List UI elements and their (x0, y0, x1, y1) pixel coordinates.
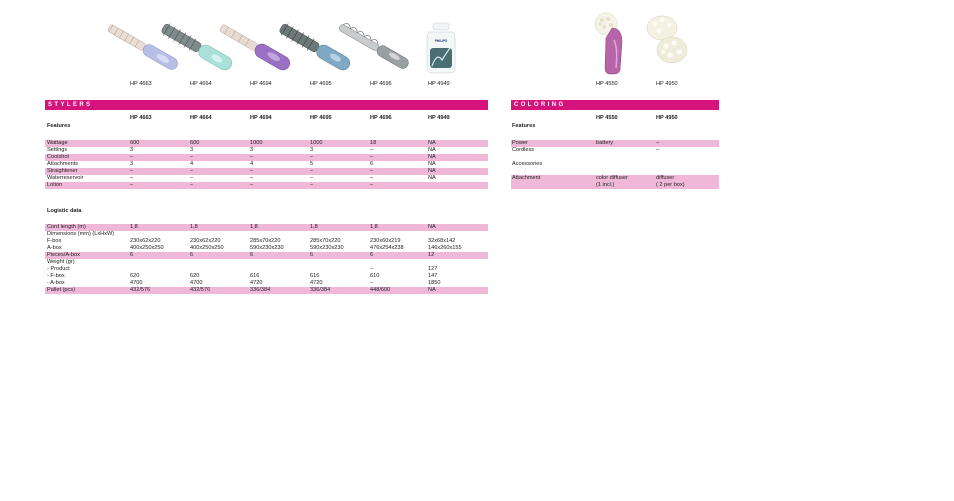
table-cell: 12 (428, 252, 435, 258)
table-cell: 1,8 (130, 224, 138, 230)
table-cell: 336/384 (250, 287, 271, 293)
product-label: HP 4664 (190, 81, 212, 87)
column-header: HP 4950 (656, 115, 678, 121)
table-cell: 1850 (428, 280, 441, 286)
table-cell: NA (428, 147, 436, 153)
table-cell: 6 (190, 252, 194, 258)
row-label: Coolshot (47, 154, 70, 160)
table-cell: – (370, 182, 374, 188)
table-cell: – (310, 168, 314, 174)
table-cell: 146x260x155 (428, 245, 462, 251)
column-header: HP 4694 (250, 115, 272, 121)
table-cell: – (370, 168, 374, 174)
table-cell: 336/384 (310, 287, 331, 293)
table-cell: NA (428, 175, 436, 181)
column-header: HP 4949 (428, 115, 450, 121)
row-label: Settings (47, 147, 68, 153)
table-cell: – (190, 154, 194, 160)
row-label: Waterreservoir (47, 175, 84, 181)
table-cell: 4700 (190, 280, 203, 286)
coloring-section-band (511, 100, 719, 110)
coloring-band-label: COLORING (514, 102, 566, 108)
table-cell: 3 (190, 147, 194, 153)
table-cell: 3 (250, 147, 254, 153)
table-cell: 1,8 (370, 224, 378, 230)
product-label: HP 4949 (428, 81, 450, 87)
table-cell: – (250, 154, 254, 160)
table-row (45, 147, 488, 154)
row-label: - A-box (47, 280, 65, 286)
table-row (45, 161, 488, 168)
table-cell: 4720 (310, 280, 323, 286)
table-cell: – (370, 280, 374, 286)
column-header: HP 4663 (130, 115, 152, 121)
product-label: HP 4950 (656, 81, 678, 87)
table-cell: – (370, 154, 374, 160)
table-cell: – (250, 168, 254, 174)
table-cell: 4720 (250, 280, 263, 286)
table-cell: 432/576 (130, 287, 151, 293)
table-cell: 6 (370, 161, 374, 167)
product-label: HP 4694 (250, 81, 272, 87)
table-cell: 4 (250, 161, 254, 167)
table-row (45, 154, 488, 161)
product-image-hp4696 (338, 22, 414, 74)
product-image-hp4949 (424, 22, 458, 74)
table-cell: 1,8 (250, 224, 258, 230)
table-row (45, 287, 488, 294)
product-label: HP 4663 (130, 81, 152, 87)
table-row (511, 168, 719, 175)
table-row (511, 147, 719, 154)
table-cell: 6 (250, 252, 254, 258)
table-cell: NA (428, 287, 436, 293)
row-label: A-box (47, 245, 62, 251)
product-label: HP 4550 (596, 81, 618, 87)
table-cell: 4 (190, 161, 194, 167)
table-row (45, 252, 488, 259)
table-cell: 400x250x250 (190, 245, 224, 251)
row-label: Pallet (pcs) (47, 287, 75, 293)
table-cell: NA (428, 154, 436, 160)
row-label: Power (512, 140, 528, 146)
table-cell: – (310, 182, 314, 188)
table-cell: 6 (310, 252, 314, 258)
table-cell: 230x62x220 (130, 238, 161, 244)
table-cell: color diffuser (596, 175, 628, 181)
table-cell: 32x68x142 (428, 238, 456, 244)
table-cell: – (250, 182, 254, 188)
row-label: Dimensions (mm) (LxHxW) (47, 231, 115, 237)
table-cell: battery (596, 140, 614, 146)
svg-text:PHILIPS: PHILIPS (434, 39, 448, 43)
table-cell: – (370, 147, 374, 153)
table-cell: – (190, 182, 194, 188)
stylers-band-label: STYLERS (48, 102, 93, 108)
row-label: F-box (47, 238, 62, 244)
table-cell: 616 (310, 273, 320, 279)
table-cell: 1,8 (190, 224, 198, 230)
table-cell: 6 (370, 252, 374, 258)
table-cell: 1000 (310, 140, 323, 146)
table-cell: NA (428, 224, 436, 230)
stylers-logistic-heading: Logistic data (47, 208, 82, 214)
table-cell: – (310, 154, 314, 160)
table-cell: – (250, 175, 254, 181)
table-cell: 476x254x238 (370, 245, 404, 251)
table-cell: 600 (190, 140, 200, 146)
table-cell: 620 (130, 273, 140, 279)
table-cell: 3 (310, 147, 314, 153)
stylers-section-band (45, 100, 488, 110)
table-cell: NA (428, 168, 436, 174)
table-cell: 3 (130, 161, 134, 167)
table-cell: 616 (250, 273, 260, 279)
table-cell: 600 (130, 140, 140, 146)
table-row (45, 259, 488, 266)
table-cell: 400x250x250 (130, 245, 164, 251)
table-cell: – (130, 154, 134, 160)
table-cell: NA (428, 161, 436, 167)
table-cell: 285x70x220 (310, 238, 341, 244)
table-row (45, 224, 488, 231)
table-row (511, 161, 719, 168)
table-row (511, 182, 719, 189)
table-cell: – (310, 175, 314, 181)
table-cell: 610 (370, 273, 380, 279)
table-cell: NA (428, 140, 436, 146)
product-image-hp4550 (592, 10, 628, 76)
table-cell: 448/600 (370, 287, 391, 293)
row-label: Accessories (512, 161, 543, 167)
table-row (45, 168, 488, 175)
row-label: Lotion (47, 182, 63, 188)
table-row (45, 266, 488, 273)
table-cell: 285x70x220 (250, 238, 281, 244)
table-row (45, 273, 488, 280)
table-row (45, 231, 488, 238)
coloring-features-heading: Features (512, 123, 536, 129)
table-cell: 590x230x230 (250, 245, 284, 251)
table-cell: – (370, 175, 374, 181)
table-row (511, 154, 719, 161)
table-row (511, 175, 719, 182)
row-label: - F-box (47, 273, 65, 279)
table-cell: – (370, 266, 374, 272)
product-label: HP 4695 (310, 81, 332, 87)
stylers-features-heading: Features (47, 123, 71, 129)
table-row (45, 182, 488, 189)
table-cell: 230x60x219 (370, 238, 401, 244)
row-label: Cordless (512, 147, 535, 153)
table-row (45, 140, 488, 147)
product-image-hp4950 (642, 10, 690, 70)
table-row (45, 175, 488, 182)
table-cell: 147 (428, 273, 438, 279)
row-label: Weight (gr) (47, 259, 75, 265)
table-cell: 18 (370, 140, 377, 146)
table-cell: 230x62x220 (190, 238, 221, 244)
table-cell: 5 (310, 161, 314, 167)
table-cell: (1 incl.) (596, 182, 615, 188)
row-label: Attachments (47, 161, 79, 167)
table-cell: – (130, 175, 134, 181)
table-cell: – (130, 168, 134, 174)
table-cell: 1000 (250, 140, 263, 146)
table-cell: – (190, 168, 194, 174)
table-cell: – (130, 182, 134, 188)
table-cell: 590x230x230 (310, 245, 344, 251)
row-label: Cord length (m) (47, 224, 86, 230)
row-label: - Product (47, 266, 70, 272)
table-row (45, 238, 488, 245)
product-label: HP 4696 (370, 81, 392, 87)
table-cell: – (190, 175, 194, 181)
table-cell: 127 (428, 266, 438, 272)
row-label: Straightener (47, 168, 78, 174)
column-header: HP 4550 (596, 115, 618, 121)
table-cell: 4700 (130, 280, 143, 286)
table-cell: – (656, 147, 660, 153)
table-row (45, 245, 488, 252)
column-header: HP 4696 (370, 115, 392, 121)
column-header: HP 4664 (190, 115, 212, 121)
table-cell: 1,8 (310, 224, 318, 230)
table-cell: – (656, 140, 660, 146)
table-cell: diffuser (656, 175, 675, 181)
row-label: Pieces/A-box (47, 252, 80, 258)
table-row (511, 140, 719, 147)
table-row (45, 280, 488, 287)
column-header: HP 4695 (310, 115, 332, 121)
table-cell: 6 (130, 252, 134, 258)
table-cell: ( 2 per box) (656, 182, 685, 188)
table-cell: 620 (190, 273, 200, 279)
row-label: Wattage (47, 140, 68, 146)
table-cell: 432/576 (190, 287, 211, 293)
row-label: Attachment (512, 175, 541, 181)
table-cell: 3 (130, 147, 134, 153)
